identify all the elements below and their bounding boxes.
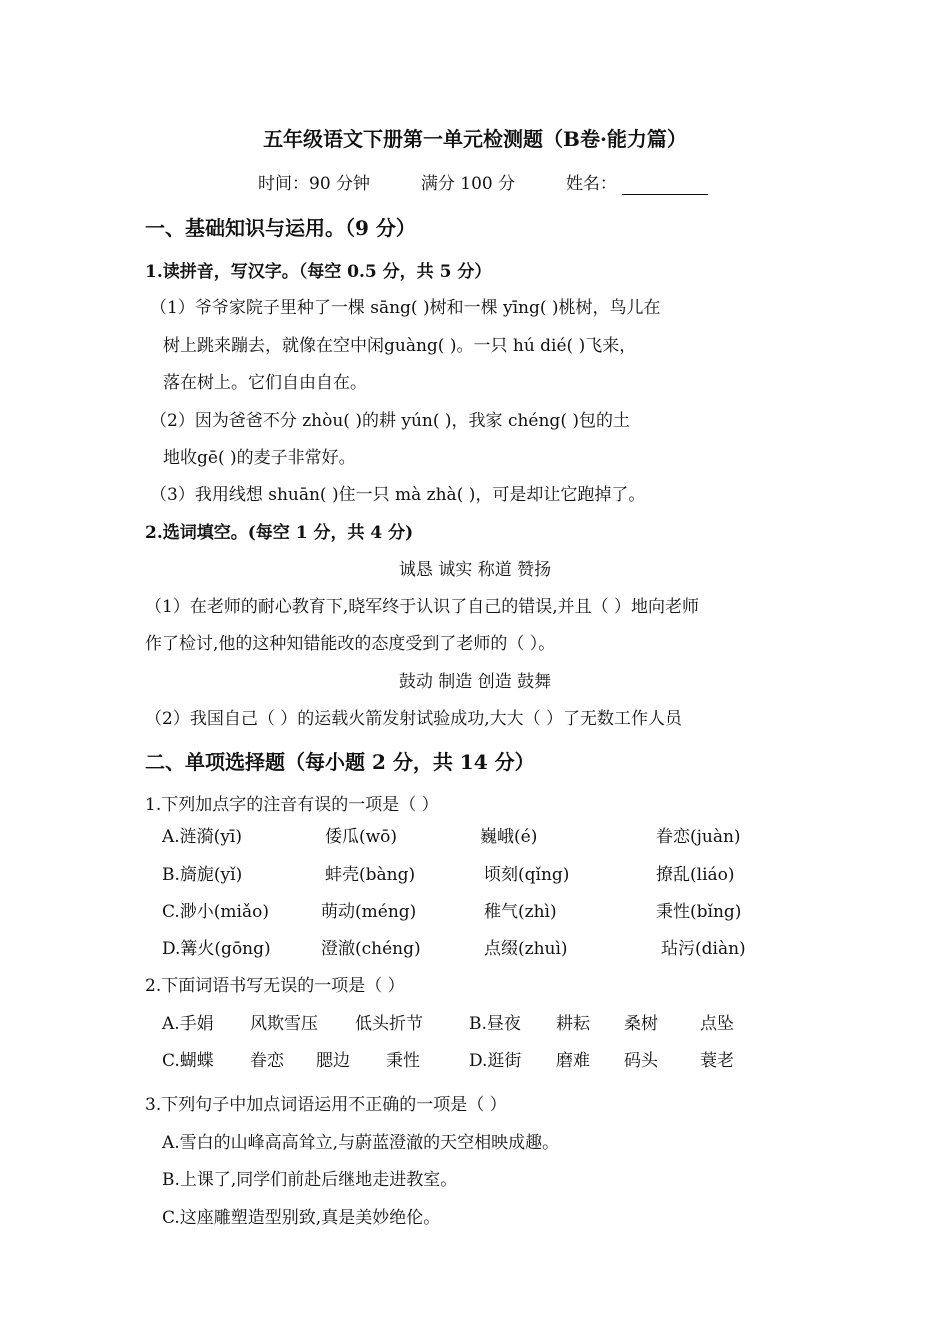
s1-q1-line: 地收gē( )的麦子非常好。 [163, 448, 356, 468]
option-item: B.旖旎(yǐ) [162, 865, 243, 885]
option-item: 蚌壳(bàng) [325, 865, 416, 885]
s1-q1-line: （2）因为爸爸不分 zhòu( )的耕 yún( )，我家 chéng( )包的土 [150, 411, 630, 431]
word-item: 桑树 [624, 1014, 658, 1034]
s2-q1-heading: 1.下列加点字的注音有误的一项是（ ） [145, 795, 439, 815]
section1-heading: 一、基础知识与运用。（9 分） [145, 216, 416, 240]
word-item: 耕耘 [556, 1014, 590, 1034]
word-item: 码头 [624, 1051, 658, 1071]
option-item: 秉性(bǐng) [656, 902, 742, 922]
s1-q2-sentence: （1）在老师的耐心教育下,晓军终于认识了自己的错误,并且（ ）地向老师 [145, 597, 700, 617]
word-item: 腮边 [316, 1051, 350, 1071]
word-item: 秉性 [386, 1051, 420, 1071]
word-item: A.手娟 [162, 1014, 214, 1034]
word-item: 蓑老 [700, 1051, 734, 1071]
option-item: 澄澈(chéng) [321, 939, 421, 959]
name-blank[interactable] [622, 176, 708, 195]
word-item: 点坠 [700, 1014, 734, 1034]
option-item: 玷污(diàn) [661, 939, 746, 959]
option-item: D.篝火(gōng) [162, 939, 271, 959]
s1-q2-heading: 2.选词填空。(每空 1 分，共 4 分) [145, 523, 414, 543]
s1-q1-line: （1）爷爷家院子里种了一棵 sāng( )树和一棵 yīng( )桃树，鸟儿在 [150, 298, 661, 318]
option-item: 撩乱(liáo) [656, 865, 735, 885]
word-item: 低头折节 [355, 1014, 423, 1034]
s2-q3-option: A.雪白的山峰高高耸立,与蔚蓝澄澈的天空相映成趣。 [162, 1133, 560, 1153]
s1-q1-line: （3）我用线想 shuān( )住一只 mà zhà( )，可是却让它跑掉了。 [150, 485, 646, 505]
s2-q3-heading: 3.下列句子中加点词语运用不正确的一项是（ ） [145, 1095, 507, 1115]
option-item: C.渺小(miǎo) [162, 902, 269, 922]
s1-q1-line: 树上跳来蹦去，就像在空中闲guàng( )。一只 hú dié( )飞来， [163, 336, 637, 356]
s2-q2-heading: 2.下面词语书写无误的一项是（ ） [145, 976, 405, 996]
s2-q3-option: B.上课了,同学们前赴后继地走进教室。 [162, 1170, 458, 1190]
page-title: 五年级语文下册第一单元检测题（B卷·能力篇） [263, 127, 687, 151]
option-item: 稚气(zhì) [484, 902, 557, 922]
option-item: A.涟漪(yī) [162, 827, 242, 847]
word-item: D.逛街 [469, 1051, 522, 1071]
s1-q1-line: 落在树上。它们自由自在。 [163, 373, 367, 393]
word-item: 眷恋 [250, 1051, 284, 1071]
word-bank-2: 鼓动 制造 创造 鼓舞 [398, 672, 552, 692]
s2-q3-option: C.这座雕塑造型别致,真是美妙绝伦。 [162, 1208, 441, 1228]
word-bank-1: 诚恳 诚实 称道 赞扬 [398, 560, 552, 580]
s1-q2-sentence: 作了检讨,他的这种知错能改的态度受到了老师的（ ）。 [145, 634, 556, 654]
s1-q2-sentence: （2）我国自己（ ）的运载火箭发射试验成功,大大（ ）了无数工作人员 [145, 709, 683, 729]
full-score-info: 满分 100 分 [420, 174, 516, 194]
word-item: 磨难 [556, 1051, 590, 1071]
option-item: 巍峨(é) [480, 827, 538, 847]
word-item: B.昼夜 [469, 1014, 521, 1034]
name-label: 姓名： [565, 174, 617, 194]
option-item: 眷恋(juàn) [656, 827, 741, 847]
section2-heading: 二、单项选择题（每小题 2 分，共 14 分） [145, 750, 535, 774]
option-item: 顷刻(qǐng) [484, 865, 570, 885]
option-item: 点缀(zhuì) [484, 939, 568, 959]
word-item: 风欺雪压 [250, 1014, 318, 1034]
s1-q1-heading: 1.读拼音，写汉字。（每空 0.5 分，共 5 分） [145, 262, 492, 282]
option-item: 倭瓜(wō) [325, 827, 398, 847]
option-item: 萌动(méng) [321, 902, 417, 922]
word-item: C.蝴蝶 [162, 1051, 214, 1071]
time-info: 时间：90 分钟 [258, 174, 371, 194]
exam-meta [258, 173, 708, 195]
